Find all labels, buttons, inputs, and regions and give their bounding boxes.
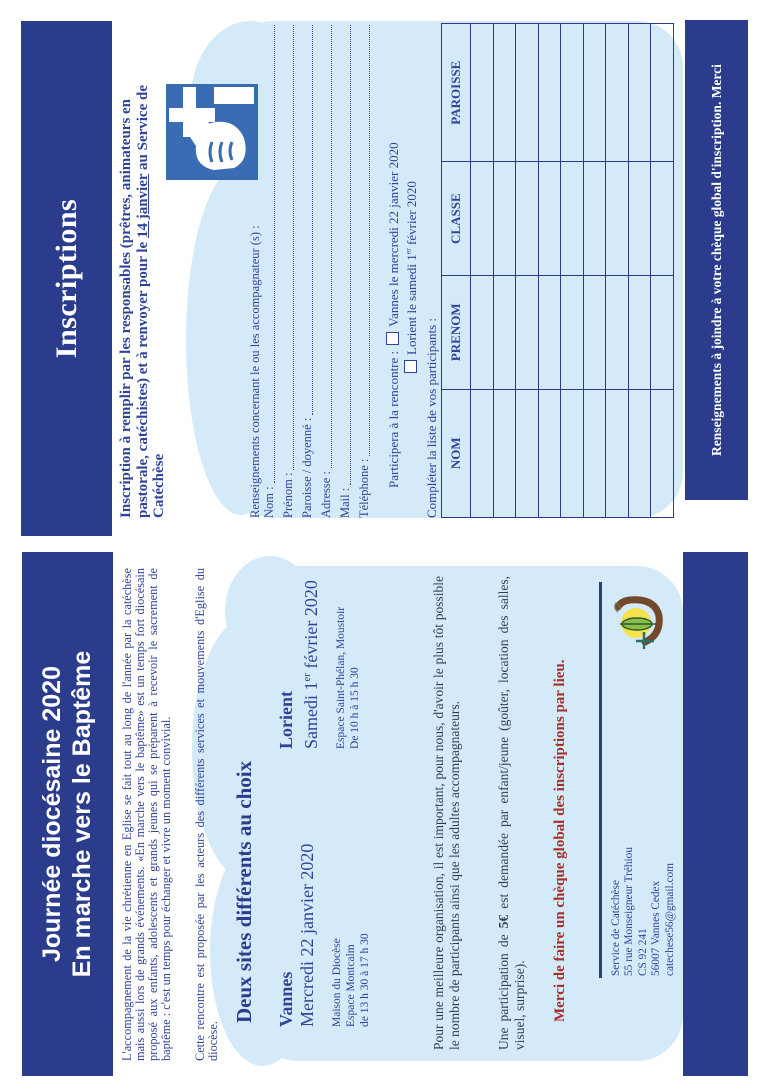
- meeting-choice-label: Participera à la rencontre :: [386, 350, 401, 488]
- site-details: Maison du Diocèse Espace Montcalm de 13 h 30 à 17 h 30: [331, 933, 371, 1027]
- baptism-woodcut-image: [166, 84, 258, 180]
- cheque-note: Renseignements à joindre à votre chèque global d'inscription. Merci: [708, 64, 724, 456]
- table-cell: [628, 389, 651, 517]
- table-row: [606, 24, 629, 518]
- table-cell: [628, 275, 651, 389]
- table-cell: [493, 162, 516, 276]
- page-presentation: [0, 543, 768, 1086]
- participants-table: [441, 23, 674, 518]
- field-label: Téléphone :: [357, 458, 371, 518]
- dotted-line: [274, 25, 275, 483]
- sites-heading: Deux sites différents au choix: [232, 760, 256, 1023]
- instructions-text: Inscription à remplir par les responsables (prêtres, animateurs en pastorale, catéchistes) et à renvoyer pour le: [118, 98, 151, 518]
- table-cell: [538, 389, 561, 517]
- field-label: Nom :: [262, 486, 276, 518]
- table-cell: [516, 24, 539, 162]
- table-cell: [561, 389, 584, 517]
- table-row: [516, 24, 539, 518]
- table-row: [471, 24, 494, 518]
- meeting-choice-line: [386, 142, 402, 488]
- address-line: 55 rue Monseigneur Tréhiou: [623, 847, 636, 976]
- table-cell: [651, 389, 674, 517]
- table-header-row: [442, 24, 471, 518]
- table-row: [651, 24, 674, 518]
- participants-list-label: Compléter la liste de vos participants :: [424, 317, 439, 518]
- column-header-nom: NOM: [442, 389, 471, 517]
- presentation-paragraph-2: Cette rencontre est proposée par les acteurs des différents services et mouvements d'Eglise du diocèse.: [193, 568, 220, 1061]
- table-cell: [493, 389, 516, 517]
- address-line: CS 92 241: [636, 928, 649, 976]
- table-cell: [516, 162, 539, 276]
- field-paroisse: [300, 25, 315, 518]
- site-date: Mercredi 22 janvier 2020: [297, 843, 317, 1027]
- dotted-line: [293, 25, 294, 470]
- column-header-prenom: PRENOM: [442, 275, 471, 389]
- table-row: [561, 24, 584, 518]
- table-cell: [471, 389, 494, 517]
- table-cell: [583, 389, 606, 517]
- event-title-line2: En marche vers le Baptême: [68, 650, 96, 978]
- site-name: Lorient: [276, 691, 296, 749]
- event-title-line1: Journée diocésaine 2020: [38, 666, 66, 962]
- field-label: Prénom :: [281, 472, 295, 518]
- table-cell: [583, 162, 606, 276]
- table-cell: [561, 275, 584, 389]
- option-lorient-label: Lorient le samedi 1er février 2020: [404, 181, 420, 355]
- table-cell: [471, 24, 494, 162]
- table-cell: [651, 24, 674, 162]
- column-header-paroisse: PAROISSE: [442, 24, 471, 162]
- site-name: Vannes: [276, 971, 296, 1027]
- field-prenom: [281, 25, 296, 518]
- table-cell: [538, 24, 561, 162]
- header-band: [21, 21, 112, 536]
- table-cell: [516, 389, 539, 517]
- table-row: [583, 24, 606, 518]
- table-cell: [516, 275, 539, 389]
- diocese-logo: [612, 588, 666, 654]
- footer-band: [685, 20, 748, 500]
- field-label: Paroisse / doyenné :: [300, 417, 314, 518]
- table-cell: [493, 275, 516, 389]
- site-date: Samedi 1er février 2020: [301, 580, 321, 749]
- checkbox-lorient-icon: [404, 360, 417, 373]
- presentation-paragraph: L'accompagnement de la vie chrétienne en Eglise se fait tout au long de l'année par la catéchèse mais aussi lors de grands événements. «En marche vers le baptême» est un temps fort diocésain proposé aux enfants, adolescents et grands jeunes qui se préparent à recevoir le sacrement de baptême : c'est un temps pour échanger et vivre un moment convivial.: [120, 568, 173, 1061]
- table-cell: [606, 162, 629, 276]
- fee-paragraph: Une participation de 5€ est demandée par enfant/jeune (goûter, location des salles, visuel, surprise).: [496, 576, 527, 1050]
- table-cell: [493, 24, 516, 162]
- table-cell: [471, 275, 494, 389]
- companions-section-label: Renseignements concernant le ou les accompagnateur (s) :: [248, 225, 262, 518]
- instructions-text-end: au Service de Catéchèse: [134, 85, 167, 518]
- field-mail: [338, 25, 353, 518]
- page-title: Inscriptions: [50, 198, 83, 359]
- address-line: Service de Catéchèse: [610, 880, 622, 976]
- table-cell: [583, 275, 606, 389]
- field-telephone: [357, 25, 372, 518]
- field-nom: [262, 25, 277, 518]
- checkbox-vannes-icon: [386, 332, 399, 345]
- dotted-line: [350, 25, 351, 485]
- site-details: Espace Saint-Phélan, Moustoir De 10 h à 15 h 30: [335, 606, 361, 749]
- site-vannes: [276, 844, 372, 1027]
- field-adresse: [319, 25, 334, 518]
- field-label: Adresse :: [319, 471, 333, 518]
- table-cell: [561, 24, 584, 162]
- table-cell: [606, 24, 629, 162]
- table-cell: [628, 162, 651, 276]
- table-row: [538, 24, 561, 518]
- dotted-line: [369, 25, 370, 456]
- event-title: [22, 552, 97, 1076]
- table-cell: [561, 162, 584, 276]
- table-cell: [651, 275, 674, 389]
- dotted-line: [312, 25, 313, 415]
- table-cell: [583, 24, 606, 162]
- organisation-paragraph: Pour une meilleure organisation, il est important, pour nous, d'avoir le plus tôt possible le nombre de participants ainsi que les adultes accompagnateurs.: [431, 576, 462, 1050]
- contact-address: [610, 847, 677, 976]
- footer-band: [683, 552, 748, 1076]
- table-cell: [538, 275, 561, 389]
- table-cell: [651, 162, 674, 276]
- site-lorient: [276, 580, 362, 749]
- table-cell: [628, 24, 651, 162]
- field-label: Mail :: [338, 487, 352, 518]
- deadline-date: 14 janvier: [134, 173, 151, 239]
- cheque-reminder: Merci de faire un chèque global des inscriptions par lieu.: [552, 659, 568, 1022]
- column-header-classe: CLASSE: [442, 162, 471, 276]
- email-text: catechese56@gmail.com: [663, 863, 676, 976]
- table-cell: [606, 389, 629, 517]
- table-cell: [538, 162, 561, 276]
- dotted-line: [331, 25, 332, 468]
- table-row: [493, 24, 516, 518]
- fee-amount: 5€: [496, 914, 511, 929]
- address-line: 56007 Vannes Cedex: [650, 880, 663, 976]
- registration-instructions: [118, 36, 168, 518]
- table-row: [628, 24, 651, 518]
- divider-rule: [599, 582, 602, 978]
- header-band: [22, 552, 113, 1076]
- table-cell: [471, 162, 494, 276]
- table-cell: [606, 275, 629, 389]
- meeting-choice-line-2: [404, 181, 420, 373]
- option-vannes-label: Vannes le mercredi 22 janvier 2020: [386, 142, 401, 327]
